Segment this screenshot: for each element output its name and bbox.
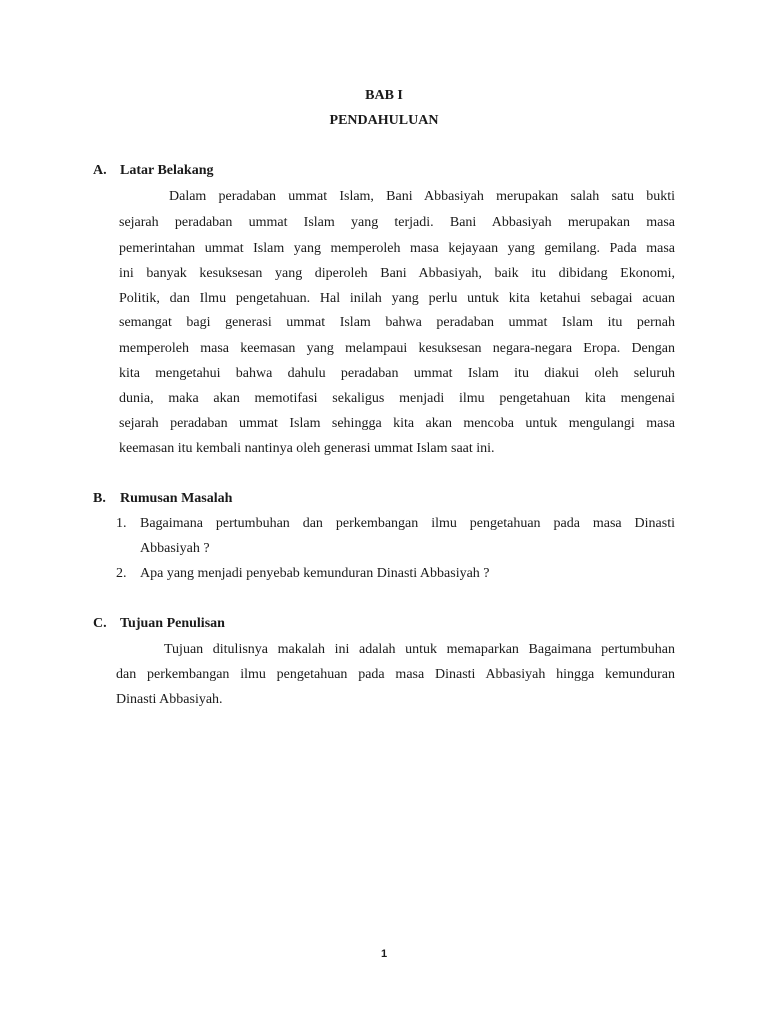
paragraph-line: Dinasti Abbasiyah. bbox=[116, 692, 223, 707]
paragraph-line: Tujuan ditulisnya makalah ini adalah untuk memaparkan Bagaimana pertumbuhan bbox=[164, 642, 675, 657]
chapter-title: PENDAHULUAN bbox=[329, 113, 439, 128]
list-item-number: 1. bbox=[116, 516, 127, 531]
section-b-heading bbox=[93, 491, 232, 507]
paragraph-line: keemasan itu kembali nantinya oleh generasi ummat Islam saat ini. bbox=[119, 441, 495, 456]
paragraph-line: pemerintahan ummat Islam yang memperoleh masa kejayaan yang gemilang. Pada masa bbox=[119, 241, 675, 256]
section-letter: C. bbox=[93, 616, 107, 631]
paragraph-line: sejarah peradaban ummat Islam yang terjadi. Bani Abbasiyah merupakan masa bbox=[119, 215, 675, 230]
paragraph-line: dan perkembangan ilmu pengetahuan pada masa Dinasti Abbasiyah hingga kemunduran bbox=[116, 667, 675, 682]
list-item-line: Abbasiyah ? bbox=[140, 541, 210, 556]
paragraph-line: Dalam peradaban ummat Islam, Bani Abbasiyah merupakan salah satu bukti bbox=[169, 189, 675, 204]
paragraph-line: Politik, dan Ilmu pengetahuan. Hal inilah yang perlu untuk kita ketahui sebagai acuan bbox=[119, 291, 675, 306]
page-number: 1 bbox=[380, 948, 388, 960]
list-item-line: Bagaimana pertumbuhan dan perkembangan ilmu pengetahuan pada masa Dinasti bbox=[140, 516, 675, 531]
section-c-heading bbox=[93, 616, 225, 632]
section-letter: B. bbox=[93, 491, 106, 506]
section-title: Rumusan Masalah bbox=[120, 491, 233, 506]
section-title: Tujuan Penulisan bbox=[120, 616, 225, 631]
list-item-line: Apa yang menjadi penyebab kemunduran Dinasti Abbasiyah ? bbox=[140, 566, 490, 581]
paragraph-line: dunia, maka akan memotifasi sekaligus menjadi ilmu pengetahuan kita mengenai bbox=[119, 391, 675, 406]
list-item-number: 2. bbox=[116, 566, 127, 581]
paragraph-line: ini banyak kesuksesan yang diperoleh Bani Abbasiyah, baik itu dibidang Ekonomi, bbox=[119, 266, 675, 281]
paragraph-line: semangat bagi generasi ummat Islam bahwa peradaban ummat Islam itu pernah bbox=[119, 315, 675, 330]
section-letter: A. bbox=[93, 163, 107, 178]
chapter-number: BAB I bbox=[365, 88, 403, 103]
paragraph-line: kita mengetahui bahwa dahulu peradaban ummat Islam itu diakui oleh seluruh bbox=[119, 366, 675, 381]
section-a-heading bbox=[93, 163, 213, 179]
paragraph-line: sejarah peradaban ummat Islam sehingga kita akan mencoba untuk mengulangi masa bbox=[119, 416, 675, 431]
section-title: Latar Belakang bbox=[120, 163, 214, 178]
paragraph-line: memperoleh masa keemasan yang melampaui kesuksesan negara-negara Eropa. Dengan bbox=[119, 341, 675, 356]
